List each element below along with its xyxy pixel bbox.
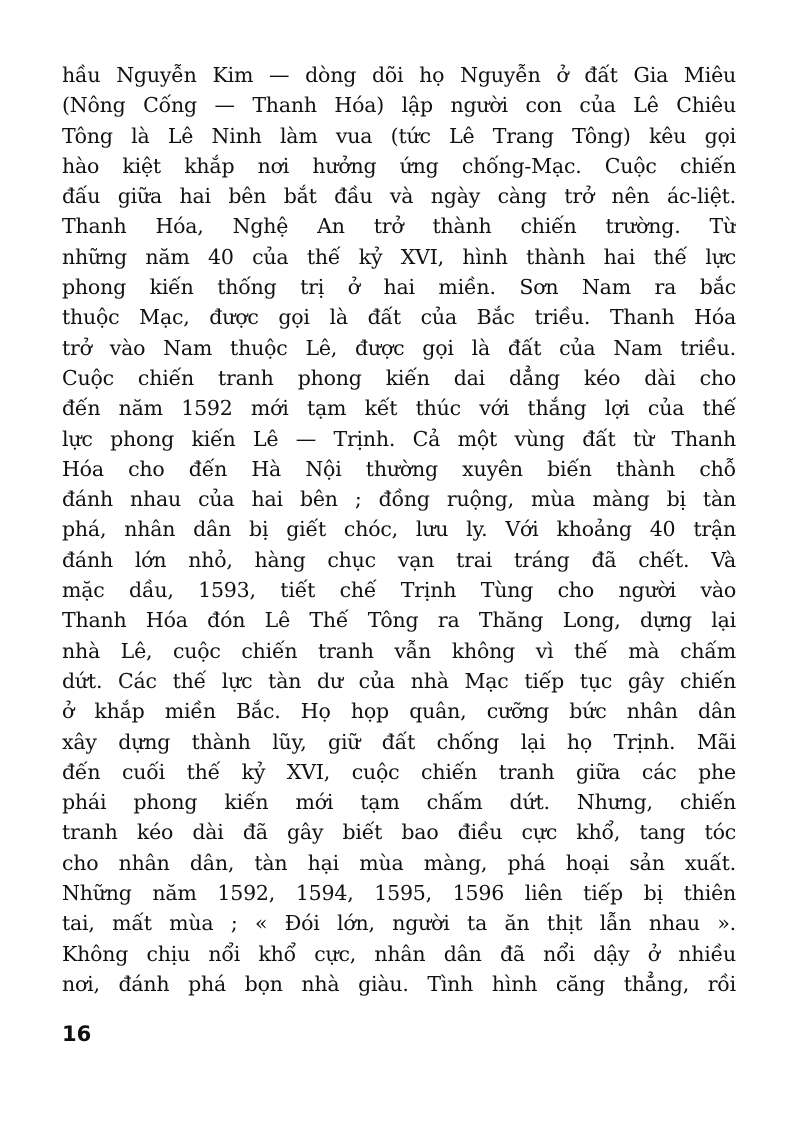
text-line: tai, mất mùa ; « Đói lớn, người ta ăn thịt lẫn nhau ». [62, 911, 736, 936]
page-body [62, 60, 736, 999]
text-line: tranh kéo dài đã gây biết bao điều cực khổ, tang tóc [62, 820, 736, 845]
page-number: 16 [62, 1022, 92, 1046]
text-line: nơi, đánh phá bọn nhà giàu. Tình hình căng thẳng, rồi [62, 971, 736, 996]
text-line: trở vào Nam thuộc Lê, được gọi là đất của Nam triều. [62, 335, 736, 360]
text-line: Tông là Lê Ninh làm vua (tức Lê Trang Tông) kêu gọi [62, 123, 736, 148]
text-line: dứt. Các thế lực tàn dư của nhà Mạc tiếp tục gây chiến [62, 668, 736, 693]
text-line: thuộc Mạc, được gọi là đất của Bắc triều. Thanh Hóa [62, 305, 736, 330]
text-line: phá, nhân dân bị giết chóc, lưu ly. Với khoảng 40 trận [62, 517, 736, 542]
text-line: cho nhân dân, tàn hại mùa màng, phá hoại sản xuất. [62, 850, 736, 875]
text-line: Thanh Hóa, Nghệ An trở thành chiến trường. Từ [62, 214, 736, 239]
text-line: mặc dầu, 1593, tiết chế Trịnh Tùng cho người vào [62, 578, 736, 603]
text-line: Thanh Hóa đón Lê Thế Tông ra Thăng Long, dựng lại [62, 608, 736, 633]
text-line: Không chịu nổi khổ cực, nhân dân đã nổi dậy ở nhiều [62, 941, 736, 966]
text-line: (Nông Cống — Thanh Hóa) lập người con của Lê Chiêu [62, 93, 736, 118]
text-line: Những năm 1592, 1594, 1595, 1596 liên tiếp bị thiên [62, 881, 736, 906]
text-line: phong kiến thống trị ở hai miền. Sơn Nam ra bắc [62, 275, 736, 300]
text-line: xây dựng thành lũy, giữ đất chống lại họ Trịnh. Mãi [62, 729, 736, 754]
text-line: hào kiệt khắp nơi hưởng ứng chống-Mạc. Cuộc chiến [62, 153, 736, 178]
text-line: Hóa cho đến Hà Nội thường xuyên biến thành chỗ [62, 456, 736, 481]
text-line: nhà Lê, cuộc chiến tranh vẫn không vì thế mà chấm [62, 638, 736, 663]
text-line: những năm 40 của thế kỷ XVI, hình thành hai thế lực [62, 244, 736, 269]
text-line: đấu giữa hai bên bắt đầu và ngày càng trở nên ác-liệt. [62, 184, 736, 209]
text-line: Cuộc chiến tranh phong kiến dai dẳng kéo dài cho [62, 365, 736, 390]
text-line: lực phong kiến Lê — Trịnh. Cả một vùng đất từ Thanh [62, 426, 736, 451]
text-line: phái phong kiến mới tạm chấm dứt. Nhưng, chiến [62, 790, 736, 815]
text-line: đánh lớn nhỏ, hàng chục vạn trai tráng đã chết. Và [62, 547, 736, 572]
text-line: đến cuối thế kỷ XVI, cuộc chiến tranh giữa các phe [62, 759, 736, 784]
text-line: đến năm 1592 mới tạm kết thúc với thắng lợi của thế [62, 396, 736, 421]
text-line: hầu Nguyễn Kim — dòng dõi họ Nguyễn ở đất Gia Miêu [62, 63, 736, 87]
text-line: ở khắp miền Bắc. Họ họp quân, cưỡng bức nhân dân [62, 699, 736, 724]
text-line: đánh nhau của hai bên ; đồng ruộng, mùa màng bị tàn [62, 487, 736, 512]
